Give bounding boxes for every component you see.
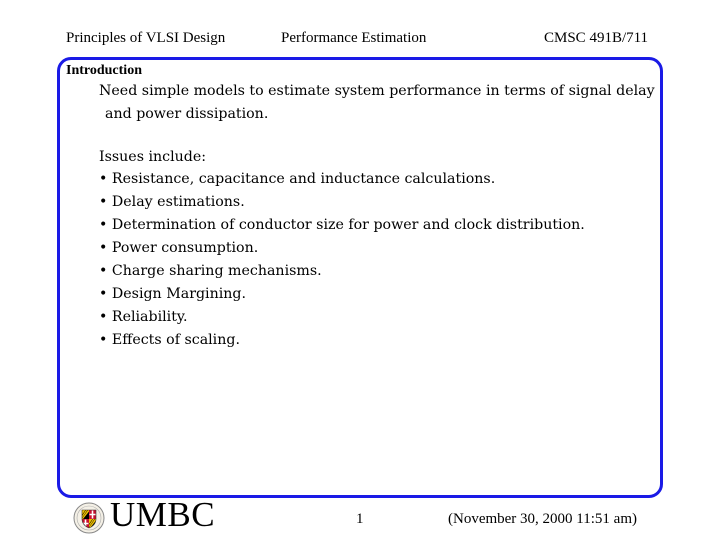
header-course-title: Principles of VLSI Design [66,30,226,46]
issues-list [99,172,585,356]
issue-item: • Determination of conductor size for power and clock distribution. [99,218,585,241]
issue-item: • Effects of scaling. [99,333,585,356]
section-title: Introduction [66,63,142,78]
page-number: 1 [356,511,364,527]
issue-item: • Design Margining. [99,287,585,310]
issue-item: • Resistance, capacitance and inductance calculations. [99,172,585,195]
issue-item: • Charge sharing mechanisms. [99,264,585,287]
issue-item: • Power consumption. [99,241,585,264]
issue-item: • Delay estimations. [99,195,585,218]
intro-text-line-2: and power dissipation. [105,106,269,122]
intro-text-line-1: Need simple models to estimate system performance in terms of signal delay [99,83,655,99]
header-course-code: CMSC 491B/711 [544,30,649,46]
timestamp: (November 30, 2000 11:51 am) [448,511,637,527]
issues-heading: Issues include: [99,149,207,165]
umbc-logo-text: UMBC [110,495,216,534]
issue-item: • Reliability. [99,310,585,333]
header-chapter-title: Performance Estimation [281,30,427,46]
umbc-seal-icon [73,502,105,534]
